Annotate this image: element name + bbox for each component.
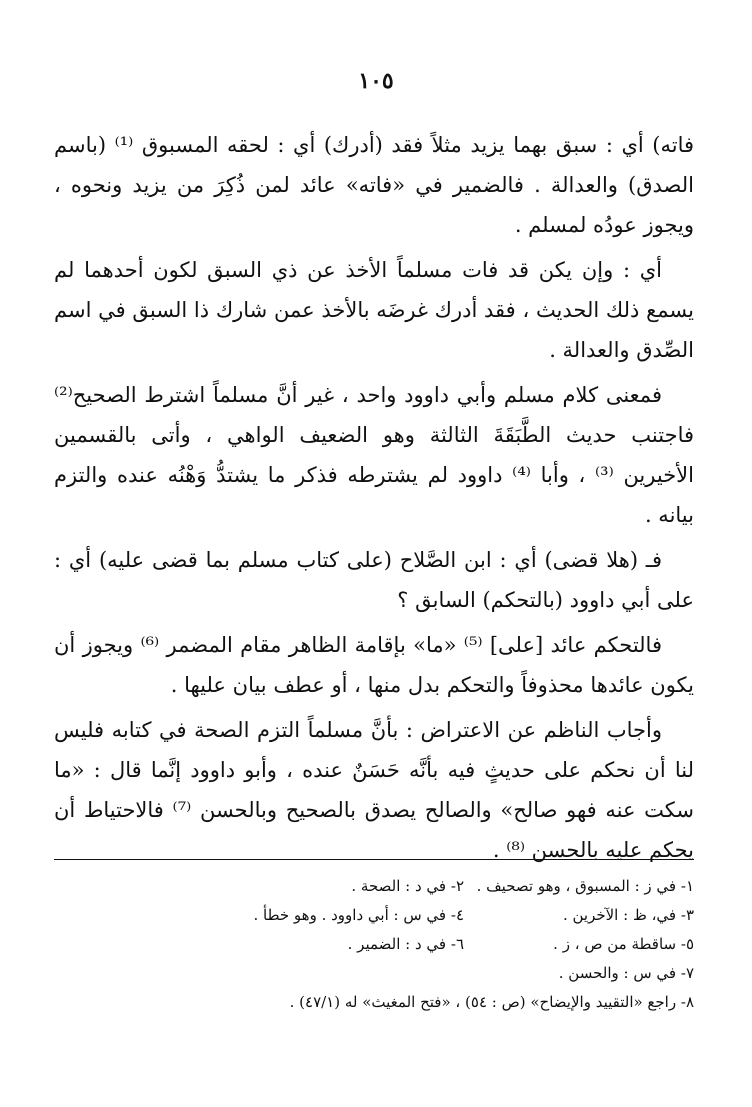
- paragraph-4: فـ (هلا قضى) أي : ابن الصَّلاح (على كتاب مسلم بما قضى عليه) أي : على أبي داوود (بالتحكم) السابق ؟: [54, 548, 694, 612]
- paragraph-5: فالتحكم عائد [على] ⁽⁵⁾ «ما» بإقامة الظاهر مقام المضمر ⁽⁶⁾ ويجوز أن يكون عائدها محذوفاً والتحكم بدل منها ، أو عطف بيان عليها .: [54, 633, 694, 697]
- paragraph-3: فمعنى كلام مسلم وأبي داوود واحد ، غير أنَّ مسلماً اشترط الصحيح⁽²⁾ فاجتنب حديث الطَّبَقَةَ الثالثة وهو الضعيف الواهي ، وأتى بالقسمين الأخيرين ⁽³⁾ ، وأبا ⁽⁴⁾ داوود لم يشترطه فذكر ما يشتدُّ وَهْنُه عنده والتزم بيانه .: [54, 383, 695, 527]
- footnote-6: ٦- في د : الضمير .: [347, 935, 464, 953]
- page-number: ١٠٥: [358, 68, 394, 94]
- footnote-8: ٨- راجع «التقييد والإيضاح» (ص : ٥٤) ، «فتح المغيث» له (٤٧/١) .: [289, 993, 694, 1011]
- footnote-divider: [54, 859, 694, 860]
- paragraph-6: وأجاب الناظم عن الاعتراض : بأنَّ مسلماً التزم الصحة في كتابه فليس لنا أن نحكم على حديثٍ فيه بأنَّه حَسَنٌ عنده ، وأبو داوود إنَّما قال : «ما سكت عنه فهو صالح» والصالح يصدق بالصحيح وبالحسن ⁽⁷⁾ فالاحتياط أن يحكم عليه بالحسن ⁽⁸⁾ .: [54, 718, 694, 862]
- footnotes: [54, 872, 694, 1017]
- main-text: [54, 125, 694, 875]
- footnote-1: ١- في ز : المسبوق ، وهو تصحيف .: [476, 877, 694, 895]
- footnote-7: ٧- في س : والحسن .: [558, 964, 694, 982]
- paragraph-2: أي : وإن يكن قد فات مسلماً الأخذ عن ذي السبق لكون أحدهما لم يسمع ذلك الحديث ، فقد أدرك غرضَه بالأخذ عمن شارك ذا السبق في اسم الصِّدق والعدالة .: [54, 258, 694, 362]
- footnote-row: [54, 872, 694, 901]
- paragraph-1: فاته) أي : سبق بهما يزيد مثلاً فقد (أدرك) أي : لحقه المسبوق ⁽¹⁾ (باسم الصدق) والعدالة . فالضمير في «فاته» عائد لمن ذُكِرَ من يزيد ونحوه ، ويجوز عودُه لمسلم .: [54, 133, 695, 237]
- footnote-row: [54, 930, 694, 959]
- footnote-4: ٤- في س : أبي داوود . وهو خطأ .: [253, 906, 464, 924]
- footnote-2: ٢- في د : الصحة .: [351, 877, 464, 895]
- footnote-5: ٥- ساقطة من ص ، ز .: [553, 935, 694, 953]
- footnote-3: ٣- في، ظ : الآخرين .: [562, 906, 694, 924]
- footnote-row: [54, 901, 694, 930]
